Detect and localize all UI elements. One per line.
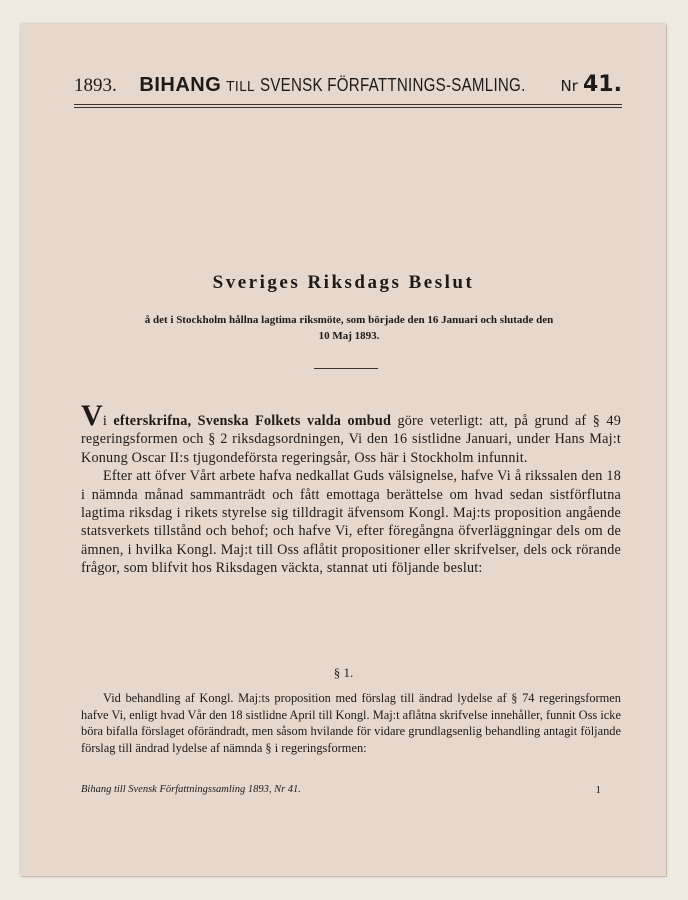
header-number-label: Nr <box>560 77 578 95</box>
header-number-value: 41. <box>583 72 622 97</box>
document-page <box>21 24 666 876</box>
header-collection-title <box>139 74 537 97</box>
header-year: 1893. <box>74 75 117 96</box>
title-divider <box>314 368 378 369</box>
page-header <box>74 72 622 97</box>
document-subtitle: å det i Stockholm hållna lagtima riksmöte, som började den 16 Januari och slutade den 10 Maj 1893. <box>144 314 554 342</box>
header-rule-bottom <box>74 107 622 108</box>
header-number <box>561 72 622 97</box>
lead-bold-text: efterskrifna, Svenska Folkets valda ombud <box>113 413 392 429</box>
footer-citation: Bihang till Svensk Författningssamling 1893, Nr 41. <box>81 784 301 795</box>
page-number: 1 <box>595 784 601 796</box>
paragraph-1-text: göre veterligt: att, på grund af § 49 regeringsformen och § 2 riksdagsordningen, Vi den 16 sistlidne Januari, under Hans Maj:t Konung Oscar II:s tjugondeförsta regeringsår, Oss här i Stockholm infunnit. <box>81 413 621 466</box>
header-rule-top <box>74 104 622 105</box>
header-bihang: BIHANG <box>139 74 222 96</box>
body-paragraph-2: Efter att öfver Vårt arbete hafva nedkallat Guds välsignelse, hafve Vi å rikssalen den 18 i nämnda månad sammanträdt och fått emottaga berättelse om hvad sedan sistförflutna lagtima riksdag i rikets styrelse sig tilldragit äfvensom Kongl. Maj:ts proposition angående statsverkets tillstånd och behof; och hafve Vi, efter föregångna öfverläggningar dels om de ämnen, i hvilka Kongl. Maj:t till Oss aflåtit propositioner eller skrifvelser, dels ock rörande frågor, som blifvit hos Riksdagen väckta, stannat uti följande beslut: <box>81 468 621 577</box>
document-body <box>81 399 621 578</box>
section-heading: § 1. <box>333 665 354 680</box>
header-till: TILL <box>226 80 255 95</box>
header-collection: SVENSK FÖRFATTNINGS-SAMLING. <box>259 75 526 95</box>
drop-cap: V <box>81 399 103 432</box>
page-footer <box>81 784 601 796</box>
document-title: Sveriges Riksdags Beslut <box>212 272 475 293</box>
drop-cap-rest: i <box>102 413 108 429</box>
body-paragraph-1 <box>81 399 621 467</box>
section-1-paragraph: Vid behandling af Kongl. Maj:ts proposition med förslag till ändrad lydelse af § 74 regeringsformen hafve Vi, enligt hvad Vår den 18 sistlidne April till Kongl. Maj:t aflåtna skrifvelse innehåller, funnit Oss icke böra bifalla förslaget oförändradt, men såsom hvilande för vidare grundlagsenlig behandling antagit följande förslag till ändrad lydelse af nämnda § i regeringsformen: <box>81 691 621 755</box>
